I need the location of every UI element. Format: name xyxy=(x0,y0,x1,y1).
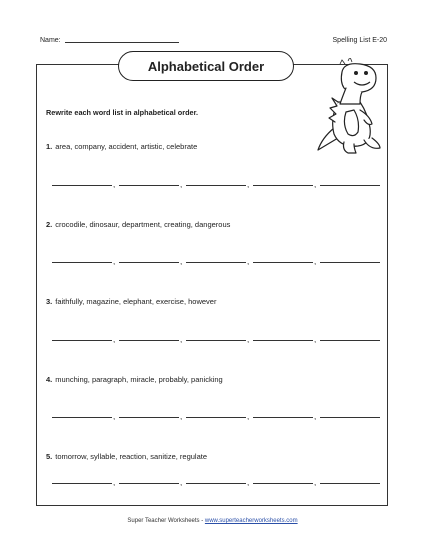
answer-blank[interactable] xyxy=(253,340,313,341)
comma-separator: , xyxy=(247,180,250,189)
comma-separator: , xyxy=(113,257,116,266)
answer-blank[interactable] xyxy=(52,185,112,186)
question-2 xyxy=(46,220,230,229)
answer-blank[interactable] xyxy=(119,483,179,484)
answer-blank[interactable] xyxy=(186,340,246,341)
answer-blank[interactable] xyxy=(119,262,179,263)
answer-blank[interactable] xyxy=(52,262,112,263)
comma-separator: , xyxy=(314,180,317,189)
name-line[interactable] xyxy=(65,42,179,43)
question-number: 2. xyxy=(46,220,53,229)
question-number: 5. xyxy=(46,452,53,461)
comma-separator: , xyxy=(247,335,250,344)
answer-blank[interactable] xyxy=(320,483,380,484)
name-field xyxy=(40,37,179,44)
comma-separator: , xyxy=(314,257,317,266)
question-words: crocodile, dinosaur, department, creating, dangerous xyxy=(55,220,231,229)
answer-blank[interactable] xyxy=(253,483,313,484)
answer-blank[interactable] xyxy=(320,185,380,186)
publisher-name: Super Teacher Worksheets xyxy=(127,518,200,524)
comma-separator: , xyxy=(113,412,116,421)
comma-separator: , xyxy=(180,412,183,421)
answer-blank[interactable] xyxy=(119,340,179,341)
answer-row-2 xyxy=(52,251,380,266)
comma-separator: , xyxy=(314,478,317,487)
question-5 xyxy=(46,452,207,461)
comma-separator: , xyxy=(247,257,250,266)
footer xyxy=(0,518,425,524)
name-label: Name: xyxy=(40,37,61,44)
question-words: faithfully, magazine, elephant, exercise, however xyxy=(55,297,217,306)
answer-blank[interactable] xyxy=(186,483,246,484)
question-number: 4. xyxy=(46,375,53,384)
question-3 xyxy=(46,297,216,306)
question-words: area, company, accident, artistic, celebrate xyxy=(55,142,198,151)
question-number: 1. xyxy=(46,142,53,151)
question-1 xyxy=(46,142,197,151)
answer-blank[interactable] xyxy=(320,417,380,418)
answer-blank[interactable] xyxy=(186,185,246,186)
answer-blank[interactable] xyxy=(253,262,313,263)
comma-separator: , xyxy=(247,478,250,487)
comma-separator: , xyxy=(180,180,183,189)
comma-separator: , xyxy=(247,412,250,421)
answer-blank[interactable] xyxy=(320,262,380,263)
website-link[interactable]: www.superteacherworksheets.com xyxy=(204,518,298,524)
answer-row-4 xyxy=(52,406,380,421)
answer-blank[interactable] xyxy=(186,262,246,263)
comma-separator: , xyxy=(314,412,317,421)
question-number: 3. xyxy=(46,297,53,306)
answer-blank[interactable] xyxy=(253,417,313,418)
comma-separator: , xyxy=(180,478,183,487)
spelling-list-label: Spelling List E-20 xyxy=(332,37,387,44)
answer-row-1 xyxy=(52,174,380,189)
answer-blank[interactable] xyxy=(52,417,112,418)
question-words: munching, paragraph, miracle, probably, panicking xyxy=(55,375,223,384)
comma-separator: , xyxy=(180,335,183,344)
dinosaur-icon xyxy=(304,58,386,158)
question-4 xyxy=(46,375,223,384)
comma-separator: , xyxy=(180,257,183,266)
comma-separator: , xyxy=(314,335,317,344)
comma-separator: , xyxy=(113,335,116,344)
answer-blank[interactable] xyxy=(119,417,179,418)
answer-row-3 xyxy=(52,329,380,344)
instructions: Rewrite each word list in alphabetical order. xyxy=(46,108,199,117)
comma-separator: , xyxy=(113,180,116,189)
comma-separator: , xyxy=(113,478,116,487)
answer-blank[interactable] xyxy=(253,185,313,186)
answer-blank[interactable] xyxy=(119,185,179,186)
question-words: tomorrow, syllable, reaction, sanitize, regulate xyxy=(55,452,208,461)
answer-blank[interactable] xyxy=(320,340,380,341)
answer-blank[interactable] xyxy=(52,340,112,341)
answer-blank[interactable] xyxy=(186,417,246,418)
page-title: Alphabetical Order xyxy=(118,51,294,81)
answer-blank[interactable] xyxy=(52,483,112,484)
answer-row-5 xyxy=(52,472,380,487)
footer-separator: - xyxy=(201,518,204,524)
